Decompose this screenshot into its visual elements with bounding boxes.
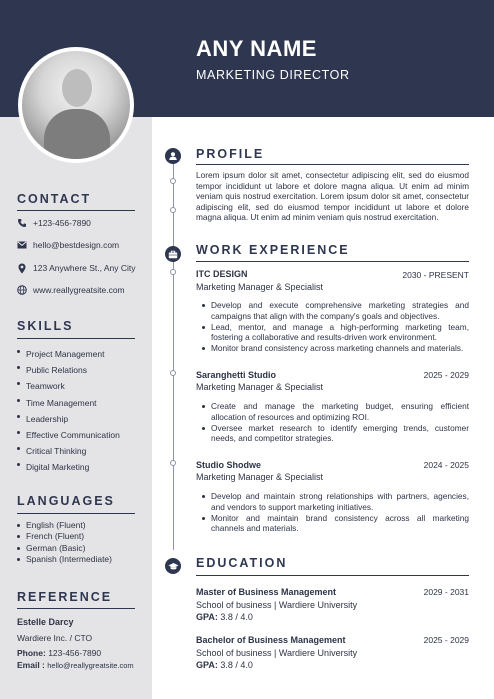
list-item: Project Management <box>17 346 120 362</box>
reference-email-label: Email : <box>17 660 45 670</box>
job-role: Marketing Manager & Specialist <box>196 382 324 392</box>
list-item: English (Fluent) <box>17 520 112 531</box>
job-company: ITC DESIGN <box>196 269 248 279</box>
list-item: Effective Communication <box>17 427 120 443</box>
list-item: Teamwork <box>17 378 120 394</box>
education-degree: Bachelor of Business Management <box>196 635 346 645</box>
education-heading: EDUCATION <box>196 556 288 570</box>
list-item: Public Relations <box>17 362 120 378</box>
education-divider <box>196 575 469 576</box>
list-item: Create and manage the marketing budget, ensuring efficient allocation of resources and optimizing ROI. <box>202 401 469 423</box>
job-role: Marketing Manager & Specialist <box>196 282 324 292</box>
experience-heading: WORK EXPERIENCE <box>196 243 350 257</box>
list-item: Spanish (Intermediate) <box>17 554 112 565</box>
list-item: Critical Thinking <box>17 443 120 459</box>
job-title: MARKETING DIRECTOR <box>196 68 350 82</box>
job-bullets <box>202 300 469 354</box>
reference-divider <box>17 608 135 609</box>
reference-name: Estelle Darcy <box>17 617 74 627</box>
experience-divider <box>196 261 469 262</box>
globe-icon <box>17 285 27 295</box>
job-role: Marketing Manager & Specialist <box>196 472 324 482</box>
contact-address-text: 123 Anywhere St., Any City <box>33 263 136 273</box>
gpa-label: GPA: <box>196 660 218 670</box>
timeline-dot <box>170 370 176 376</box>
list-item: French (Fluent) <box>17 531 112 542</box>
languages-heading: LANGUAGES <box>17 494 115 508</box>
list-item: Digital Marketing <box>17 459 120 475</box>
reference-org: Wardiere Inc. / CTO <box>17 633 93 643</box>
job-dates: 2030 - PRESENT <box>402 270 469 280</box>
profile-divider <box>196 164 469 165</box>
gpa-label: GPA: <box>196 612 218 622</box>
mail-icon <box>17 240 27 250</box>
timeline-dot <box>170 269 176 275</box>
reference-email-value: hello@reallygreatsite.com <box>47 661 134 670</box>
timeline-dot <box>170 207 176 213</box>
job-bullets <box>202 401 469 444</box>
reference-phone <box>17 648 101 658</box>
timeline-line <box>173 163 174 550</box>
job-company: Studio Shodwe <box>196 460 261 470</box>
education-gpa <box>196 612 253 622</box>
languages-list <box>17 520 112 565</box>
skills-list <box>17 346 120 476</box>
education-dates: 2025 - 2029 <box>423 635 469 645</box>
timeline-dot <box>170 460 176 466</box>
location-icon <box>17 263 27 273</box>
job-dates: 2025 - 2029 <box>423 370 469 380</box>
list-item: Time Management <box>17 395 120 411</box>
reference-email <box>17 660 134 670</box>
briefcase-icon <box>165 246 181 262</box>
education-dates: 2029 - 2031 <box>423 587 469 597</box>
contact-email-text: hello@bestdesign.com <box>33 240 120 250</box>
list-item: Develop and execute comprehensive marketing strategies and campaigns that align with the company's goals and objectives. <box>202 300 469 322</box>
phone-icon <box>17 218 27 228</box>
list-item: German (Basic) <box>17 543 112 554</box>
contact-divider <box>17 210 135 211</box>
profile-heading: PROFILE <box>196 147 265 161</box>
education-degree: Master of Business Management <box>196 587 337 597</box>
timeline-dot <box>170 178 176 184</box>
list-item: Monitor and maintain brand consistency across all marketing channels and materials. <box>202 513 469 535</box>
education-gpa <box>196 660 253 670</box>
contact-website <box>17 285 125 295</box>
gpa-value: 3.8 / 4.0 <box>220 612 253 622</box>
contact-website-text: www.reallygreatsite.com <box>33 285 125 295</box>
profile-text: Lorem ipsum dolor sit amet, consectetur adipiscing elit, sed do eiusmod tempor incididunt ut labore et dolore magna aliqua. Ut enim ad minim veniam quis nostrud exercitation. Lorem ipsum dolor sit amet, consectetur adipiscing elit, sed do eiusmod tempor incididunt ut labore et dolore magna aliqua. Ut enim ad minim veniam quis nostrud exercitation. <box>196 170 469 223</box>
reference-phone-value: 123-456-7890 <box>48 648 102 658</box>
job-bullets <box>202 491 469 534</box>
list-item: Lead, mentor, and manage a high-performing marketing team, fostering a collaborative and results-driven work environment. <box>202 322 469 344</box>
avatar <box>22 51 130 159</box>
user-icon <box>165 148 181 164</box>
contact-phone-text: +123-456-7890 <box>33 218 91 228</box>
person-name: ANY NAME <box>196 36 317 61</box>
contact-email <box>17 240 119 250</box>
job-dates: 2024 - 2025 <box>423 460 469 470</box>
skills-heading: SKILLS <box>17 319 74 333</box>
list-item: Oversee market research to identify emerging trends, customer needs, and competitor strategies. <box>202 423 469 445</box>
profile-photo <box>18 47 134 163</box>
list-item: Leadership <box>17 411 120 427</box>
reference-heading: REFERENCE <box>17 590 113 604</box>
list-item: Develop and maintain strong relationships with partners, agencies, and vendors to support marketing initiatives. <box>202 491 469 513</box>
reference-phone-label: Phone: <box>17 648 46 658</box>
graduation-cap-icon <box>165 558 181 574</box>
skills-divider <box>17 338 135 339</box>
contact-phone <box>17 218 91 228</box>
gpa-value: 3.8 / 4.0 <box>220 660 253 670</box>
contact-address <box>17 263 136 273</box>
list-item: Monitor brand consistency across marketing channels and materials. <box>202 343 469 354</box>
contact-heading: CONTACT <box>17 192 92 206</box>
education-school: School of business | Wardiere University <box>196 600 358 610</box>
job-company: Saranghetti Studio <box>196 370 277 380</box>
education-school: School of business | Wardiere University <box>196 648 358 658</box>
languages-divider <box>17 513 135 514</box>
